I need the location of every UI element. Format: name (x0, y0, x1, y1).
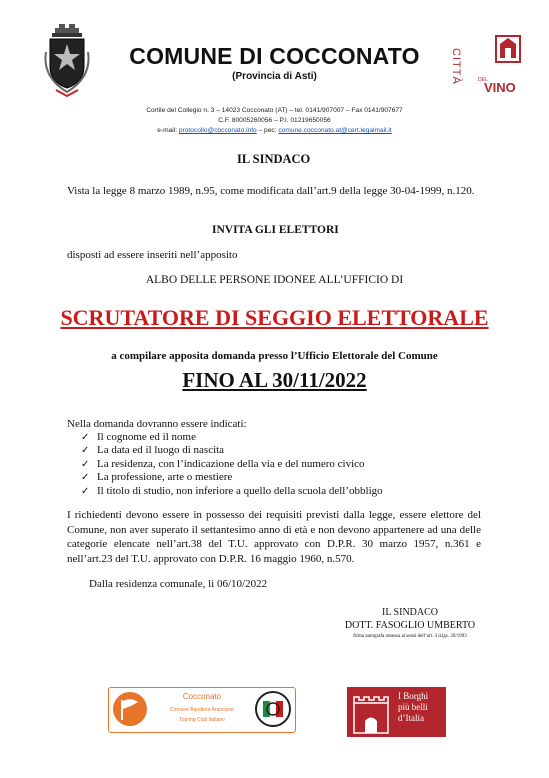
scrutatore-title: SCRUTATORE DI SEGGIO ELETTORALE (60, 305, 489, 330)
pec-prefix: – pec: (256, 127, 279, 134)
requirement-text: La professione, arte o mestiere (97, 471, 233, 484)
domanda-intro: Nella domanda dovranno essere indicati: (67, 418, 247, 430)
requirements-list (75, 431, 383, 498)
del-label: DEL (478, 77, 488, 83)
email-link[interactable]: protocollo@cocconato.info (178, 127, 257, 134)
list-item (75, 444, 383, 457)
deadline-title: FINO AL 30/11/2022 (182, 368, 367, 392)
signature-role: IL SINDACO (381, 607, 438, 618)
page-subtitle: (Provincia di Asti) (232, 71, 317, 82)
orange-flag-icon (112, 690, 148, 728)
citta-label: CITTÀ (450, 48, 462, 85)
invita-heading: INVITA GLI ELETTORI (212, 224, 339, 236)
borghi-tower-icon (350, 689, 392, 735)
borghi-line-3: d’Italia (398, 713, 424, 723)
requirement-text: La data ed il luogo di nascita (97, 444, 225, 457)
touring-club-icon (254, 690, 292, 728)
requirement-text: La residenza, con l’indicazione della via e del numero civico (97, 457, 365, 470)
list-item (75, 471, 383, 484)
address-line-1: Cortile del Collegio n. 3 – 14023 Cocconato (AT) – tel. 0141/907007 – Fax 0141/907677 (146, 107, 403, 114)
badge-title: Cocconato (182, 692, 222, 701)
borghi-line-1: I Borghi (398, 691, 429, 701)
disposti-text: disposti ad essere inseriti nell’apposito (67, 249, 238, 261)
pec-link[interactable]: comune.cocconato.at@cert.legalmail.it (278, 127, 392, 134)
sindaco-heading: IL SINDACO (237, 152, 311, 166)
albo-text: ALBO DELLE PERSONE IDONEE ALL’UFFICIO DI (145, 274, 404, 286)
compilare-text: a compilare apposita domanda presso l’Ufficio Elettorale del Comune (111, 350, 438, 362)
signature-note: firma autografa omessa ai sensi dell’art. 3 d.lgs. 39/1993 (353, 634, 467, 639)
vino-label: VINO (484, 80, 516, 95)
check-mark-icon: ✓ (81, 472, 90, 484)
contacts-line (0, 127, 549, 134)
vista-paragraph: Vista la legge 8 marzo 1989, n.95, come modificata dall’art.9 della legge 30-04-1999, n.120. (67, 185, 475, 197)
signature-name: DOTT. FASOGLIO UMBERTO (344, 620, 476, 631)
check-mark-icon: ✓ (81, 458, 90, 470)
address-line-2: C.F. 80005260056 – P.I. 01219650056 (218, 117, 331, 124)
check-mark-icon: ✓ (81, 432, 90, 443)
page-title: COMUNE DI COCCONATO (129, 43, 420, 69)
date-place: Dalla residenza comunale, li 06/10/2022 (89, 578, 268, 590)
badge-line-1: Comune Bandiera Arancione (170, 707, 234, 713)
borghi-line-2: più belli (398, 702, 428, 712)
list-item (75, 485, 383, 498)
requirement-text: Il titolo di studio, non inferiore a quello della scuola dell’obbligo (97, 484, 383, 497)
email-prefix: e-mail: (157, 127, 179, 134)
badge-line-2: Touring Club Italiano (179, 717, 225, 723)
list-item (75, 458, 383, 471)
list-item (75, 431, 383, 444)
check-mark-icon: ✓ (81, 445, 90, 457)
check-mark-icon: ✓ (81, 485, 90, 497)
requisiti-paragraph: I richiedenti devono essere in possesso dei requisiti previsti dalla legge, essere elettore del Comune, non aver superato il settantesimo anno di età e non devono appartenere ad una delle categorie elencate nell’art.38 del T.U. approvato con D.P.R. 30 marzo 1957, n.361 e nell’art.23 del T.U. approvato con D.P.R. 16 maggio 1960, n.570. (67, 509, 481, 565)
requirement-text: Il cognome ed il nome (97, 431, 196, 443)
